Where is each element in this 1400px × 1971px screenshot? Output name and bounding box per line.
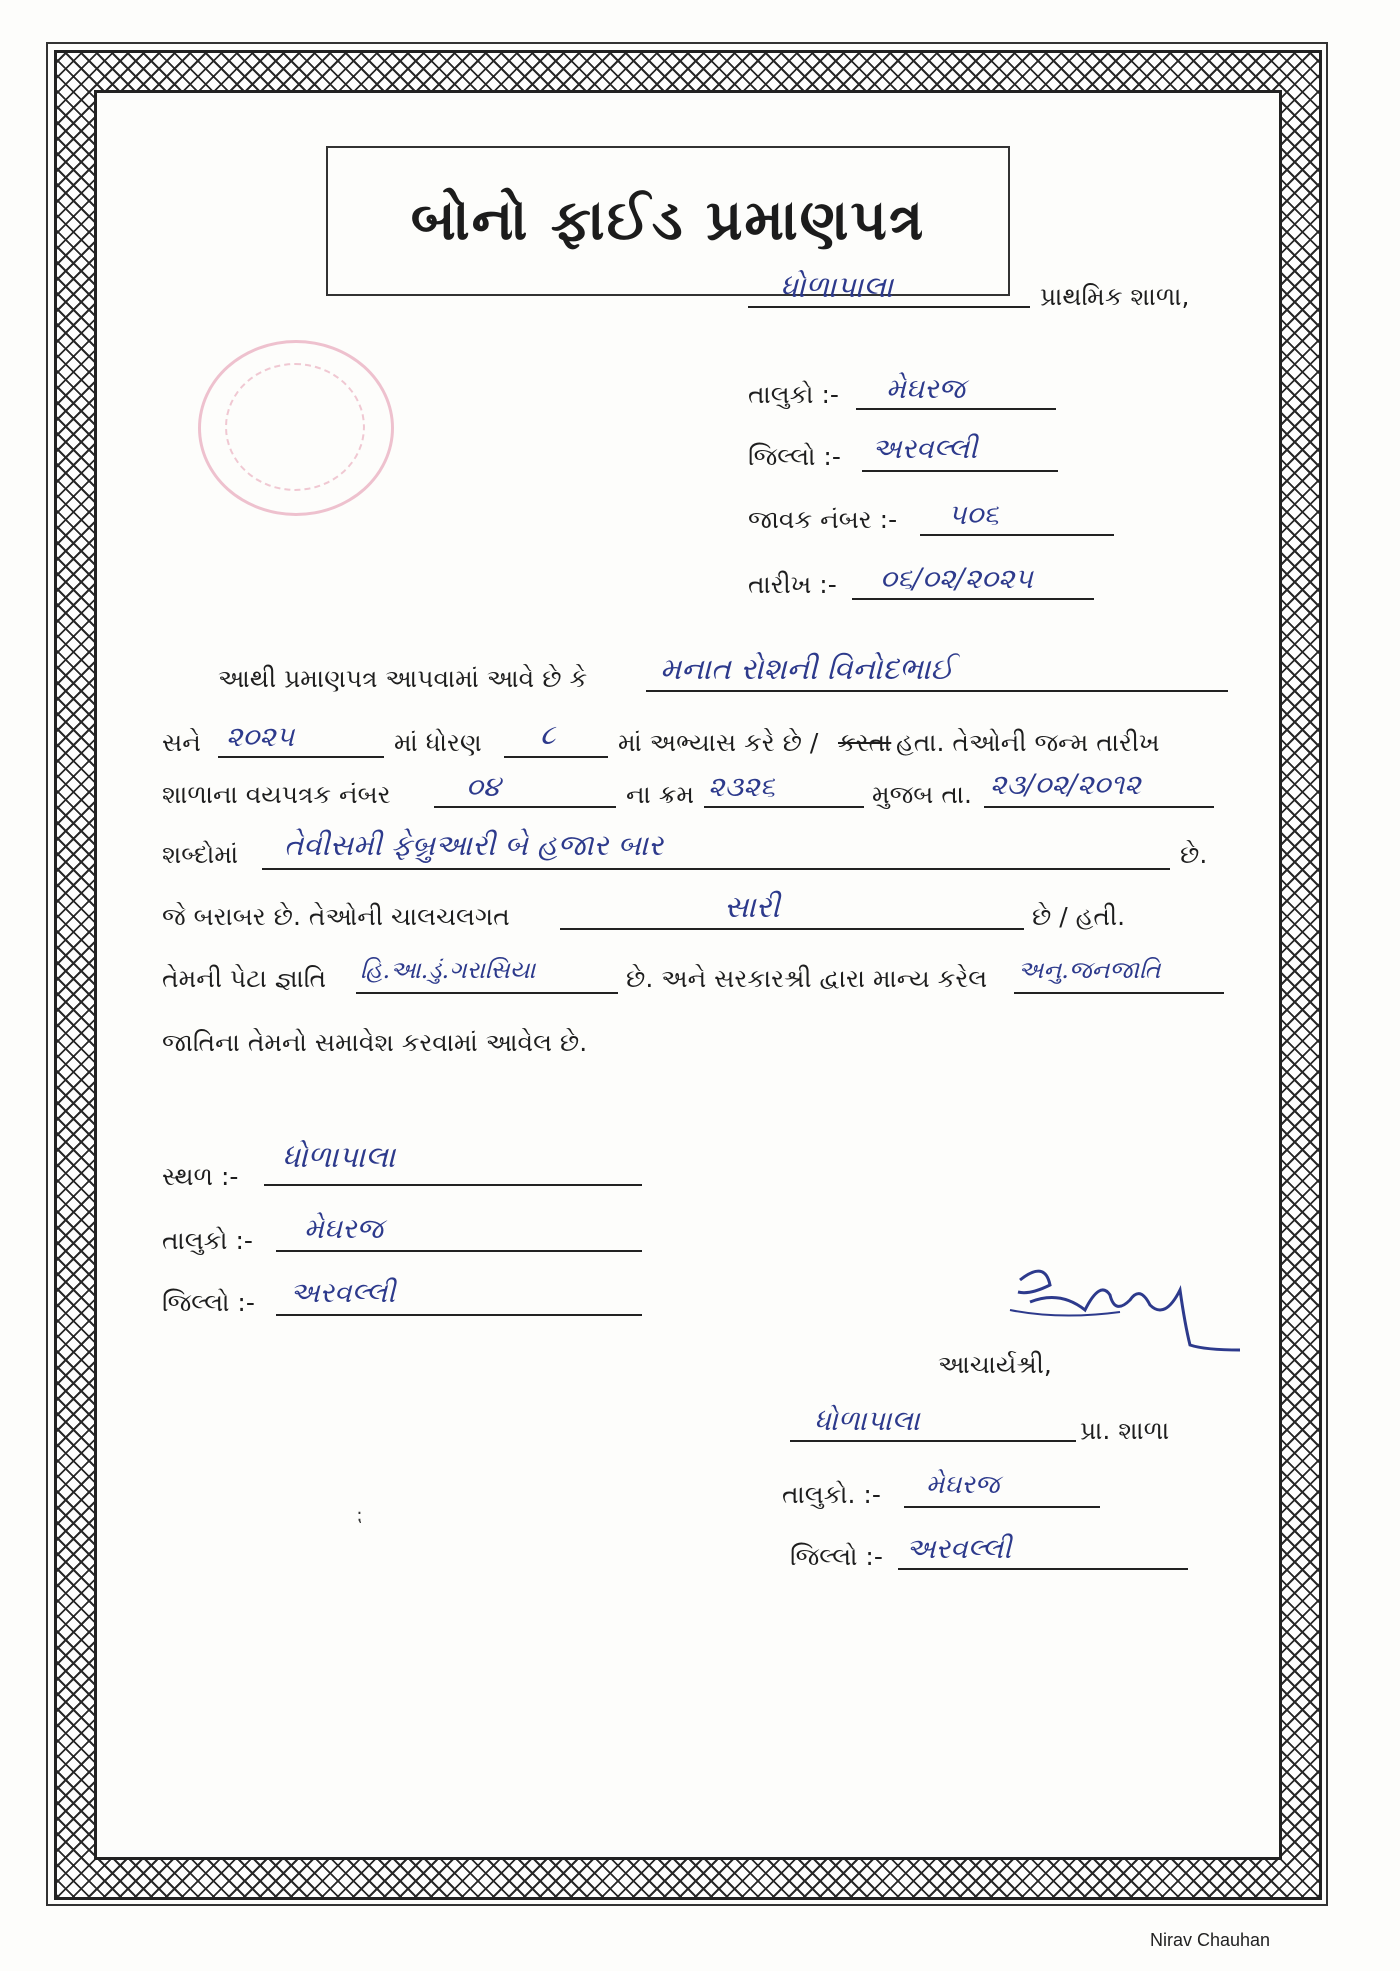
outward-line	[920, 534, 1114, 536]
words-value: તેવીસમી ફેબ્રુઆરી બે હજાર બાર	[284, 828, 664, 862]
district-value: અરવલ્લી	[872, 432, 978, 465]
place-taluka-value: મેઘરજ	[304, 1212, 384, 1245]
register-line	[434, 806, 616, 808]
ink-mark: ⁏	[356, 1505, 363, 1526]
principal-title: આચાર્યશ્રી,	[938, 1350, 1052, 1379]
school-stamp-icon	[198, 340, 394, 516]
principal-taluka-label: તાલુકો. :-	[782, 1480, 881, 1509]
serial-label: ના ક્રમ	[626, 780, 694, 809]
place-district-label: જિલ્લો :-	[162, 1288, 255, 1317]
name-line	[646, 690, 1228, 692]
principal-taluka-line	[904, 1506, 1100, 1508]
principal-school-value: ધોળાપાલા	[814, 1404, 920, 1437]
place-district-value: અરવલ્લી	[290, 1276, 396, 1309]
certificate-title: બોનો ફાઈડ પ્રમાણપત્ર	[410, 188, 926, 253]
std-line	[504, 756, 608, 758]
category-line	[1014, 992, 1224, 994]
intro-text: આથી પ્રમાણપત્ર આપવામાં આવે છે કે	[218, 664, 588, 693]
words-suffix: છે.	[1180, 840, 1208, 869]
conduct-label: જે બરાબર છે. તેઓની ચાલચલગત	[162, 902, 510, 931]
words-line	[262, 868, 1170, 870]
student-name: મનાત રોશની વિનોદભાઈ	[660, 652, 954, 687]
outward-label: જાવક નંબર :-	[748, 505, 898, 534]
std-value: ૮	[540, 718, 556, 751]
dob-line	[984, 806, 1214, 808]
caste-line	[356, 992, 618, 994]
principal-district-line	[898, 1568, 1188, 1570]
school-suffix: પ્રાથમિક શાળા,	[1040, 282, 1190, 311]
principal-signature-icon	[990, 1250, 1250, 1360]
register-value: ૦૪	[466, 770, 501, 803]
conduct-suffix: છે / હતી.	[1032, 902, 1126, 931]
std-label: માં ધોરણ	[394, 728, 482, 757]
words-label: શબ્દોમાં	[162, 840, 239, 869]
serial-value: ૨૩૨૬	[708, 770, 776, 803]
year-value: ૨૦૨૫	[226, 720, 295, 753]
school-value: ધોળાપાલા	[780, 270, 894, 305]
serial-line	[704, 806, 864, 808]
taluka-line	[856, 408, 1056, 410]
principal-school-suffix: પ્રા. શાળા	[1080, 1416, 1170, 1445]
conduct-value: સારી	[724, 890, 780, 925]
principal-district-value: અરવલ્લી	[906, 1532, 1012, 1565]
study-text-a: માં અભ્યાસ કરે છે /	[618, 728, 819, 757]
principal-district-label: જિલ્લો :-	[790, 1542, 883, 1571]
date-label: તારીખ :-	[748, 570, 837, 599]
taluka-value: મેઘરજ	[886, 372, 966, 405]
taluka-label: તાલુકો :-	[748, 380, 839, 409]
principal-school-line	[790, 1440, 1076, 1442]
conduct-line	[560, 928, 1024, 930]
outward-value: ૫૦૬	[948, 498, 999, 531]
place-taluka-label: તાલુકો :-	[162, 1226, 253, 1255]
place-district-line	[276, 1314, 642, 1316]
dob-label: મુજબ તા.	[872, 780, 972, 809]
category-value: અનુ.જનજાતિ	[1018, 956, 1161, 984]
caste-value: હિ.આ.ડું.ગરાસિયા	[360, 956, 536, 984]
year-line	[218, 756, 384, 758]
title-box	[326, 146, 1010, 296]
year-label: સને	[162, 728, 201, 757]
school-line	[748, 306, 1030, 308]
footer-credit: Nirav Chauhan	[1150, 1930, 1271, 1950]
place-line	[264, 1184, 642, 1186]
date-value: ૦૬/૦૨/૨૦૨૫	[880, 562, 1033, 595]
caste-label: તેમની પેટા જ્ઞાતિ	[162, 964, 327, 993]
district-line	[862, 470, 1058, 472]
principal-taluka-value: મેઘરજ	[926, 1470, 1000, 1500]
dob-value: ૨૩/૦૨/૨૦૧૨	[990, 768, 1141, 801]
date-line	[852, 598, 1094, 600]
register-label: શાળાના વયપત્રક નંબર	[162, 780, 391, 809]
place-label: સ્થળ :-	[162, 1162, 239, 1191]
closing-text: જાતિના તેમનો સમાવેશ કરવામાં આવેલ છે.	[162, 1028, 588, 1057]
study-text-b: હતા. તેઓની જન્મ તારીખ	[896, 728, 1160, 757]
place-taluka-line	[276, 1250, 642, 1252]
district-label: જિલ્લો :-	[748, 442, 841, 471]
place-value: ધોળાપાલા	[282, 1140, 396, 1175]
caste-mid-text: છે. અને સરકારશ્રી દ્વારા માન્ય કરેલ	[626, 964, 988, 993]
study-text-struck: કરતા	[838, 728, 892, 757]
